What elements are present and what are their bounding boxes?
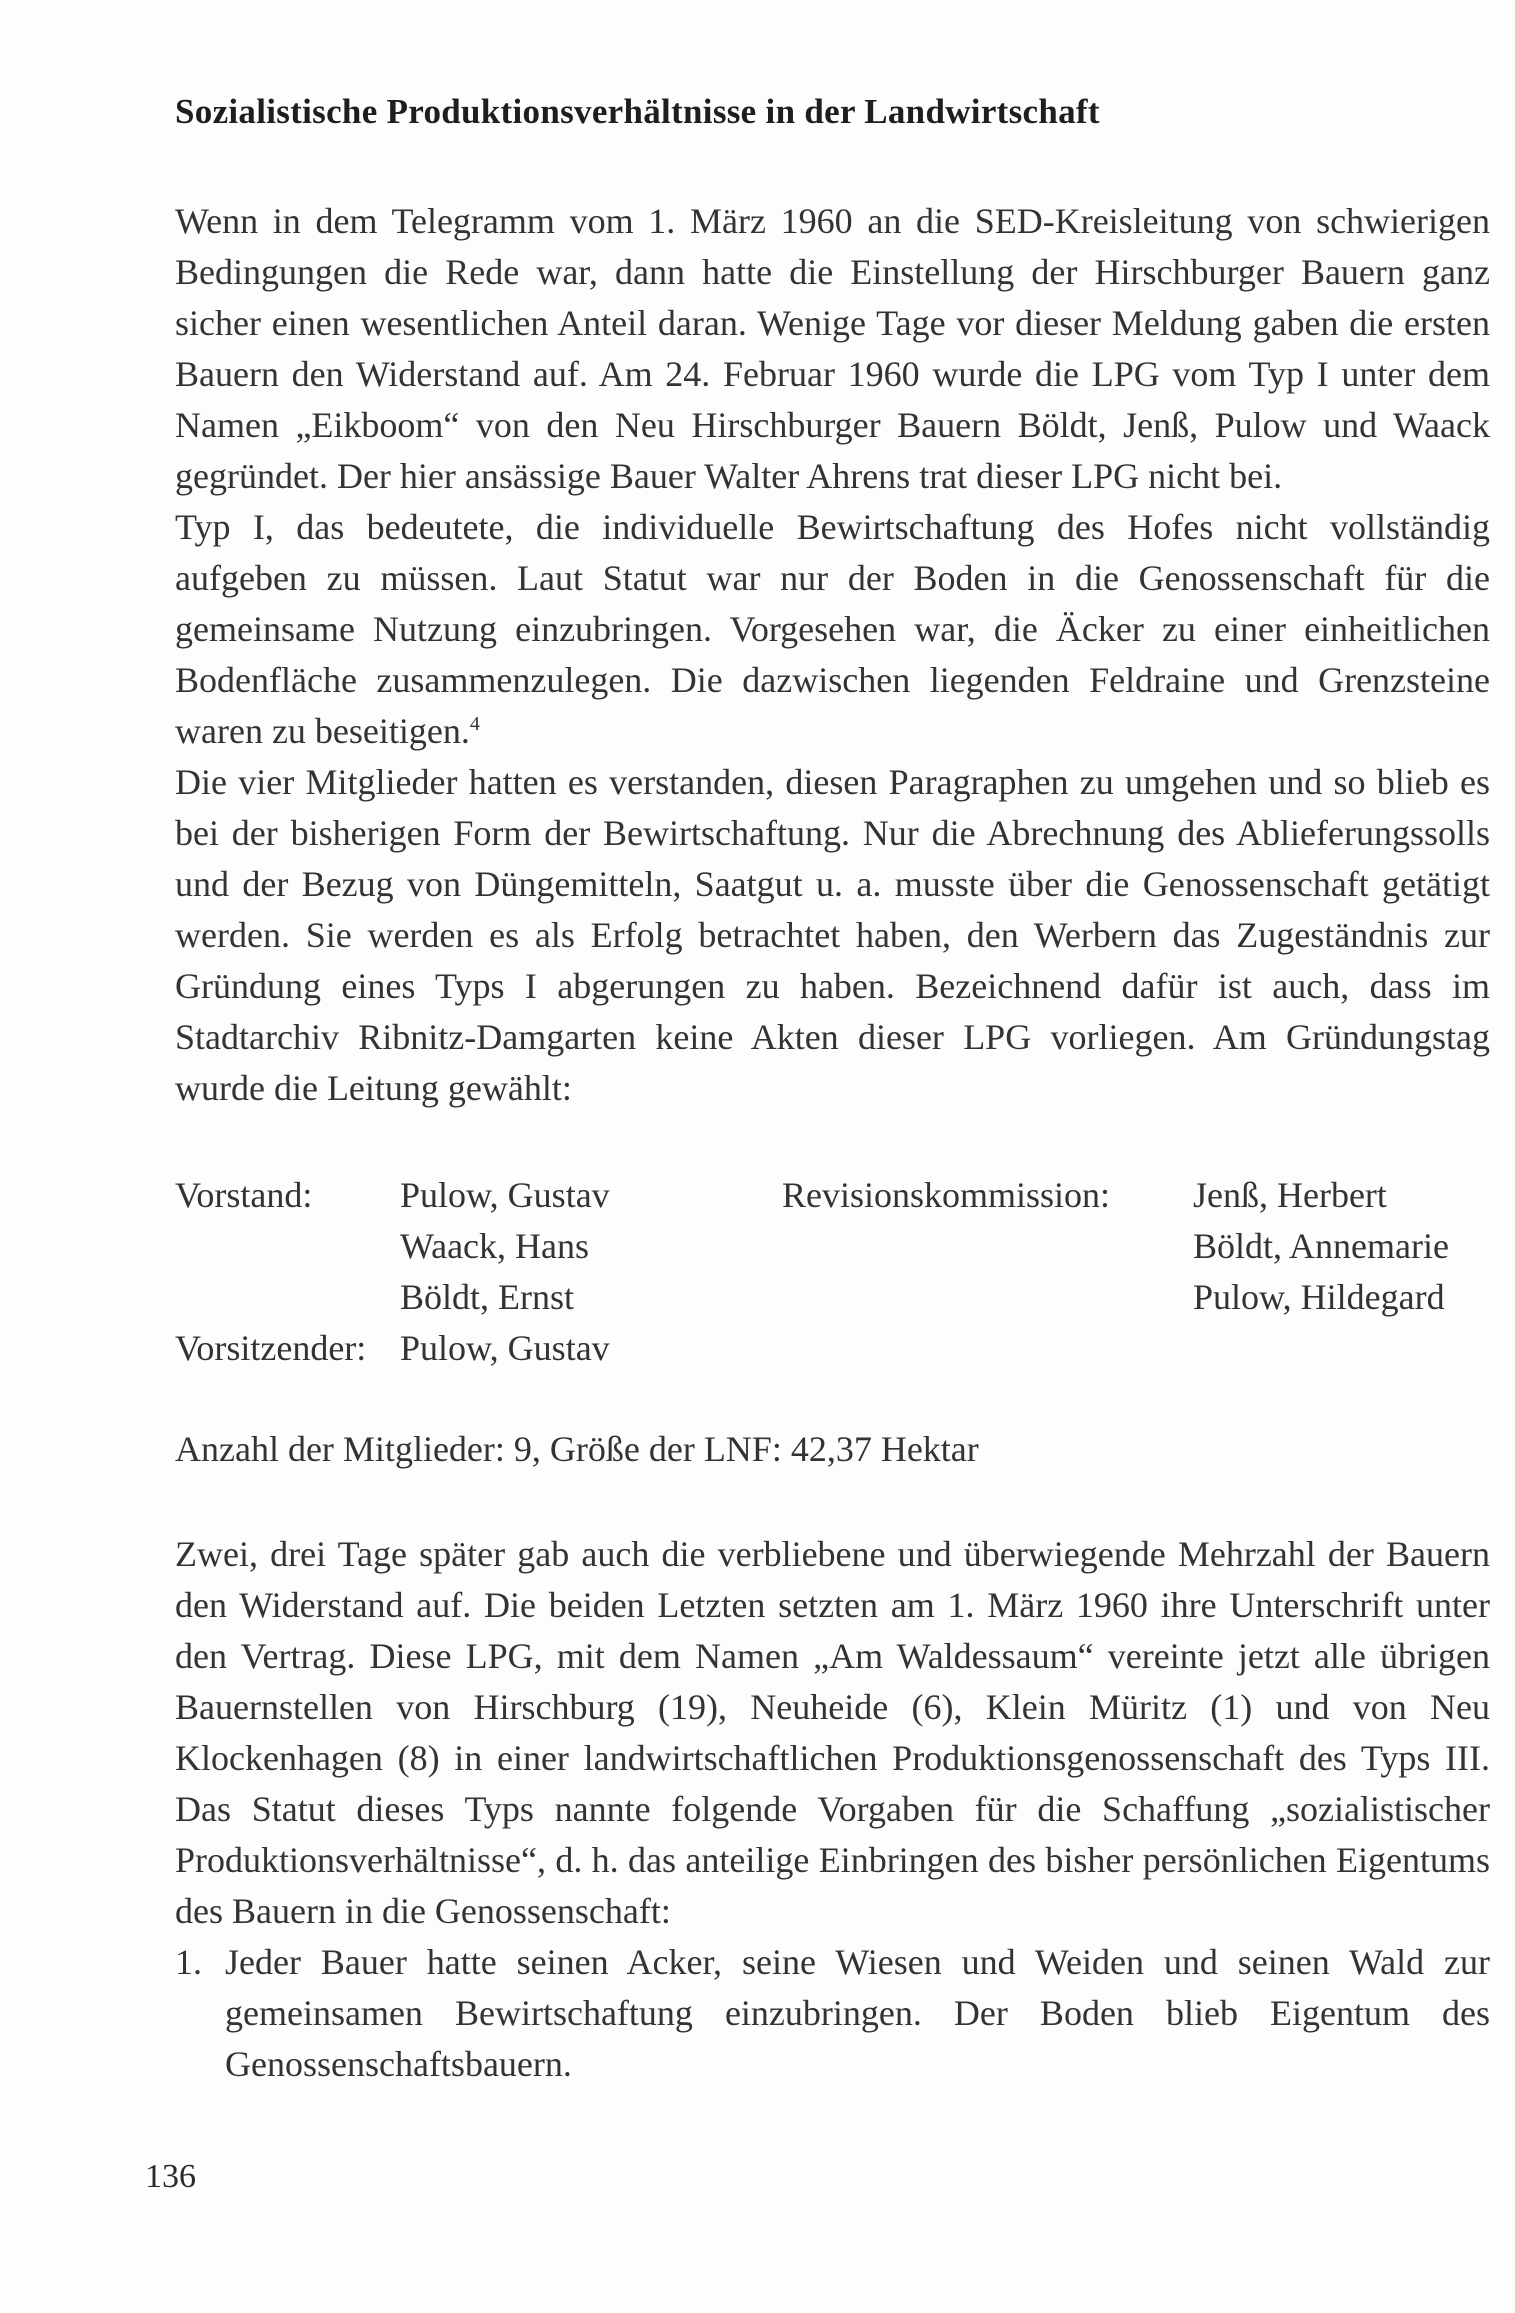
- paragraph-2-text: Typ I, das bedeutete, die individuelle Bewirtschaftung des Hofes nicht vollständig aufgeben zu müssen. Laut Statut war nur der Boden in die Genossenschaft für die gemeinsame Nutzung einzubringen. Vorgesehen war, die Äcker zu einer einheitlichen Bodenfläche zusammenzulegen. Die dazwischen liegenden Feldraine und Grenzsteine waren zu beseitigen.: [175, 507, 1490, 751]
- paragraph-1: Wenn in dem Telegramm vom 1. März 1960 an die SED-Kreisleitung von schwierigen Bedingungen die Rede war, dann hatte die Einstellung der Hirschburger Bauern ganz sicher einen wesentlichen Anteil daran. Wenige Tage vor dieser Meldung gaben die ersten Bauern den Widerstand auf. Am 24. Februar 1960 wurde die LPG vom Typ I unter dem Namen „Eikboom“ von den Neu Hirschburger Bauern Böldt, Jenß, Pulow und Waack gegründet. Der hier ansässige Bauer Walter Ahrens trat dieser LPG nicht bei.: [175, 201, 1490, 496]
- paragraph-2: [175, 502, 1490, 757]
- vorstand-member: Pulow, Gustav: [400, 1175, 610, 1215]
- revision-label: Revisionskommission:: [782, 1175, 1111, 1215]
- paragraph-4: Zwei, drei Tage später gab auch die verbliebene und überwiegende Mehrzahl der Bauern den Widerstand auf. Die beiden Letzten setzten am 1. März 1960 ihre Unterschrift unter den Vertrag. Diese LPG, mit dem Namen „Am Waldessaum“ vereinte jetzt alle übrigen Bauernstellen von Hirschburg (19), Neuheide (6), Klein Müritz (1) und von Neu Klockenhagen (8) in einer landwirtschaftlichen Produktionsgenossenschaft des Typs III. Das Statut dieses Typs nannte folgende Vorgaben für die Schaffung „sozialistischer Produktionsverhältnisse“, d. h. das anteilige Einbringen des bisher persönlichen Eigentums des Bauern in die Genossenschaft:: [175, 1534, 1490, 1931]
- board-listing: [175, 1170, 1490, 1380]
- revision-member: Jenß, Herbert: [1193, 1175, 1387, 1215]
- footnote-reference: 4: [469, 713, 480, 735]
- vorstand-member: Böldt, Ernst: [400, 1277, 575, 1317]
- list-item-text: Jeder Bauer hatte seinen Acker, seine Wiesen und Weiden und seinen Wald zur gemeinsamen Bewirtschaftung einzubringen. Der Boden blieb Eigentum des Genossenschaftsbauern.: [225, 1942, 1490, 2084]
- vorstand-member: Waack, Hans: [400, 1226, 590, 1266]
- paragraph-3: Die vier Mitglieder hatten es verstanden, diesen Paragraphen zu umgehen und so blieb es bei der bisherigen Form der Bewirtschaftung. Nur die Abrechnung des Ablieferungssolls und der Bezug von Düngemitteln, Saatgut u. a. musste über die Genossenschaft getätigt werden. Sie werden es als Erfolg betrachtet haben, den Werbern das Zugeständnis zur Gründung eines Typs I abgerungen zu haben. Bezeichnend dafür ist auch, dass im Stadtarchiv Ribnitz-Damgarten keine Akten dieser LPG vorliegen. Am Gründungstag wurde die Leitung gewählt:: [175, 762, 1490, 1108]
- section-heading: Sozialistische Produktionsverhältnisse in der Landwirtschaft: [175, 92, 1100, 131]
- page-number: 136: [145, 2158, 196, 2195]
- list-item-number: 1.: [175, 1942, 202, 1982]
- vorstand-members: [400, 1170, 610, 1374]
- vorstand-label: Vorstand:: [175, 1175, 313, 1215]
- list-item: [175, 1937, 1490, 2090]
- revision-members: [1193, 1170, 1449, 1323]
- page-body: [175, 92, 1490, 2090]
- revision-member: Böldt, Annemarie: [1193, 1226, 1449, 1266]
- revision-member: Pulow, Hildegard: [1193, 1277, 1445, 1317]
- vorsitzender-name: Pulow, Gustav: [400, 1328, 610, 1368]
- member-count: Anzahl der Mitglieder: 9, Größe der LNF: 42,37 Hektar: [175, 1429, 979, 1469]
- vorsitzender-label: Vorsitzender:: [175, 1328, 367, 1368]
